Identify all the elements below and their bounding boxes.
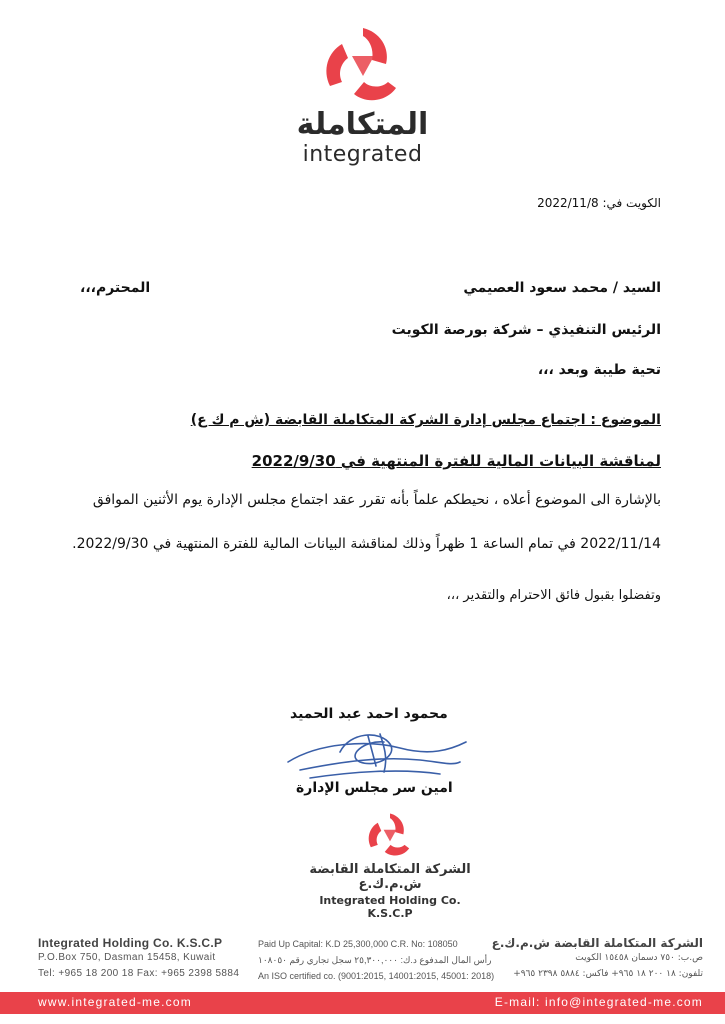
signer-name: محمود احمد عبد الحميد — [290, 706, 448, 722]
date-label: الكويت في: — [602, 196, 661, 210]
footer-address-english: P.O.Box 750, Dasman 15458, Kuwait — [38, 952, 216, 963]
stamp-name-english: Integrated Holding Co. K.S.C.P — [319, 894, 461, 920]
greeting: تحية طيبة وبعد ،،، — [537, 362, 661, 378]
subject-line: الموضوع : اجتماع مجلس إدارة الشركة المتكاملة القابضة (ش م ك ع) — [190, 412, 661, 428]
footer-english-contact — [38, 936, 239, 982]
footer-contact-bar — [0, 992, 725, 1014]
addressee: السيد / محمد سعود العصيمي — [463, 280, 661, 296]
stamp-name-arabic: الشركة المتكاملة القابضة ش.م.ك.ع — [309, 862, 471, 892]
website-link[interactable]: www.integrated-me.com — [38, 995, 192, 1009]
footer-company-arabic: الشركة المتكاملة القابضة ش.م.ك.ع — [491, 936, 703, 950]
stamp-logo-icon — [365, 812, 415, 858]
closing-line: وتفضلوا بقبول فائق الاحترام والتقدير ،،، — [446, 588, 661, 603]
subject-line-2: لمناقشة البيانات المالية للفترة المنتهية في 2022/9/30 — [251, 452, 661, 470]
footer-arabic-contact — [492, 936, 703, 982]
salutation: المحترم،،، — [80, 280, 151, 296]
footer-company-english: Integrated Holding Co. K.S.C.P — [38, 936, 223, 950]
addressee-title: الرئيس التنفيذي – شركة بورصة الكويت — [391, 322, 661, 338]
footer-phone-english: Tel: +965 18 200 18 Fax: +965 2398 5884 — [38, 968, 240, 979]
body-paragraph-line-1: بالإشارة الى الموضوع أعلاه ، نحيطكم علماً بأنه تقرر عقد اجتماع مجلس الإدارة يوم الأثنين الموافق — [92, 492, 661, 508]
letter-date — [537, 196, 661, 210]
footer-address-arabic: ص.ب: ٧٥٠ دسمان ١٥٤٥٨ الكويت — [575, 953, 703, 963]
footer-capital-arabic: رأس المال المدفوع د.ك: ٢٥,٣٠٠,٠٠٠ سجل تجاري رقم ١٠٨٠٥٠ — [258, 955, 492, 965]
body-paragraph-line-2: 2022/11/14 في تمام الساعة 1 ظهراً وذلك لمناقشة البيانات المالية للفترة المنتهية في 2022/9/30. — [72, 536, 661, 552]
logo-mark-icon — [320, 26, 406, 104]
company-logo — [0, 26, 725, 168]
company-stamp — [300, 812, 480, 920]
footer-capital: Paid Up Capital: K.D 25,300,000 C.R. No: 108050 — [258, 939, 458, 949]
footer-iso: An ISO certified co. (9001:2015, 14001:2015, 45001: 2018) — [258, 971, 495, 981]
footer-registration — [258, 936, 494, 984]
email-link[interactable]: E-mail: info@integrated-me.com — [494, 995, 703, 1009]
signer-title: امين سر مجلس الإدارة — [296, 780, 453, 796]
date-value: 2022/11/8 — [537, 196, 599, 210]
footer-phone-arabic: تلفون: ١٨ ٢٠٠ ١٨ ٩٦٥+ فاكس: ٥٨٨٤ ٢٣٩٨ ٩٦٥+ — [513, 969, 703, 979]
letterhead-footer — [0, 936, 725, 990]
brand-name-english: integrated — [302, 142, 423, 167]
brand-name-arabic: المتكاملة — [296, 107, 429, 142]
